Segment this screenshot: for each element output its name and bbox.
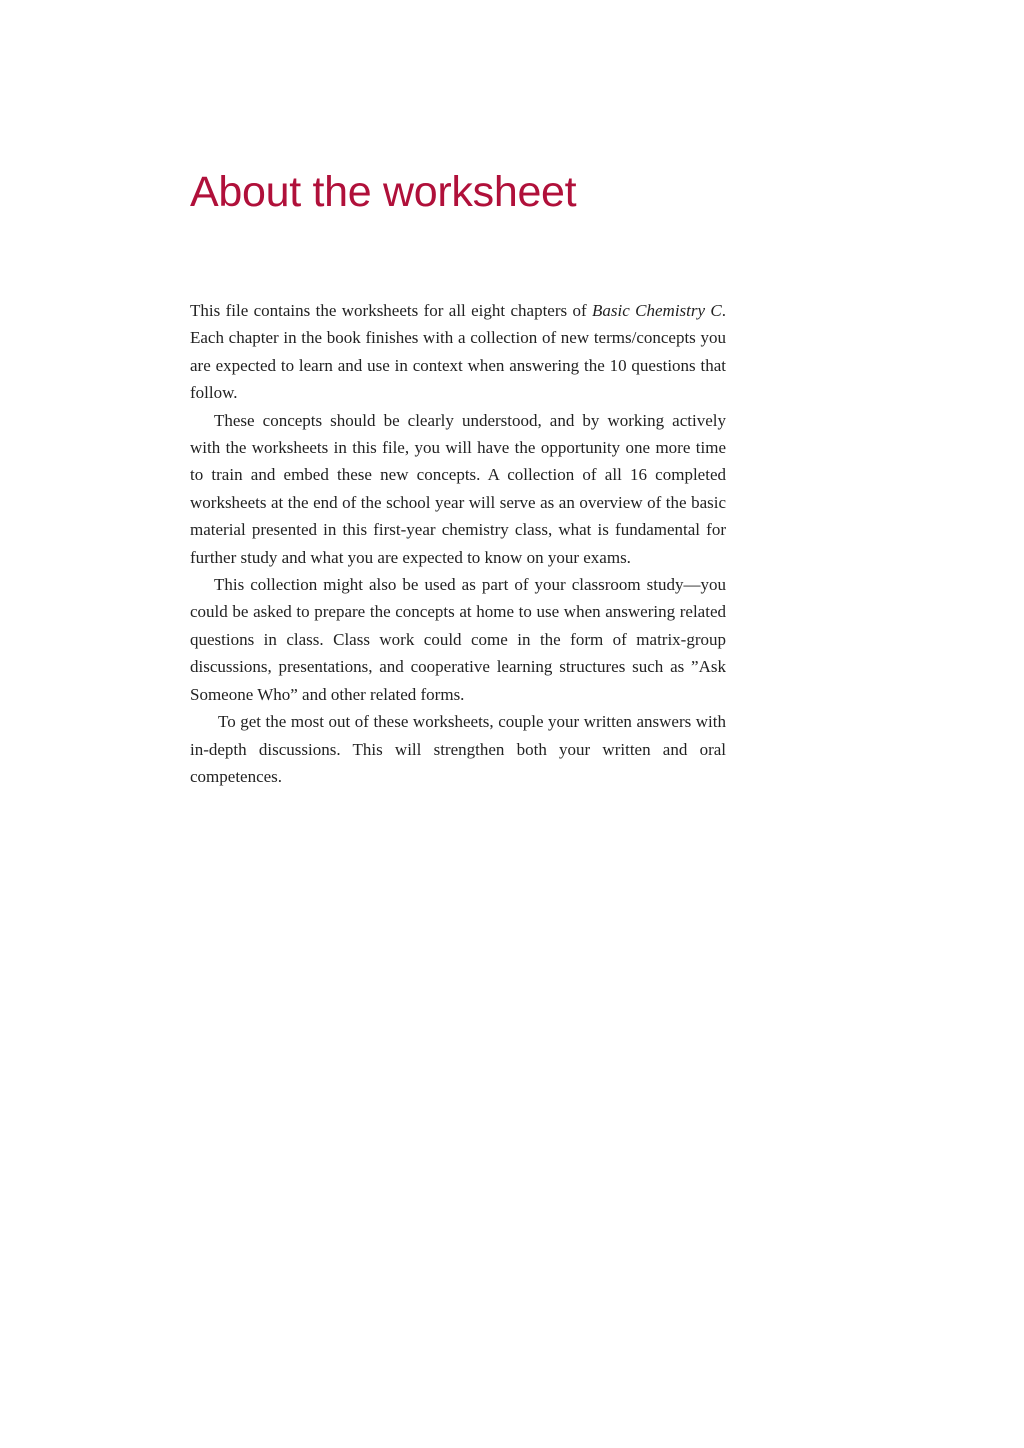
paragraph-intro [190,297,726,407]
paragraph-tips: To get the most out of these worksheets, couple your written answers with in-depth discussions. This will strengthen both your written and oral competences. [190,712,726,786]
book-title: Basic Chemistry C [592,301,722,320]
paragraph-intro-text-start: This file contains the worksheets for all eight chapters of [190,301,593,320]
paragraph-classroom: This collection might also be used as part of your classroom study—you could be asked to prepare the concepts at home to use when answering related questions in class. Class work could come in the form of matrix-group discussions, presentations, and cooperative learning structures such as ”Ask Someone Who” and other related forms. [190,575,726,704]
paragraph-intro-text-end: . Each chapter in the book finishes with a collection of new terms/concepts you are expected to learn and use in context when answering the 10 questions that follow. [190,301,726,403]
body-text [190,297,726,790]
page-title: About the worksheet [190,168,577,216]
paragraph-concepts: These concepts should be clearly understood, and by working actively with the worksheets in this file, you will have the opportunity one more time to train and embed these new concepts. A collection of all 16 completed worksheets at the end of the school year will serve as an overview of the basic material presented in this first-year chemistry class, what is fundamental for further study and what you are expected to know on your exams. [190,410,726,567]
